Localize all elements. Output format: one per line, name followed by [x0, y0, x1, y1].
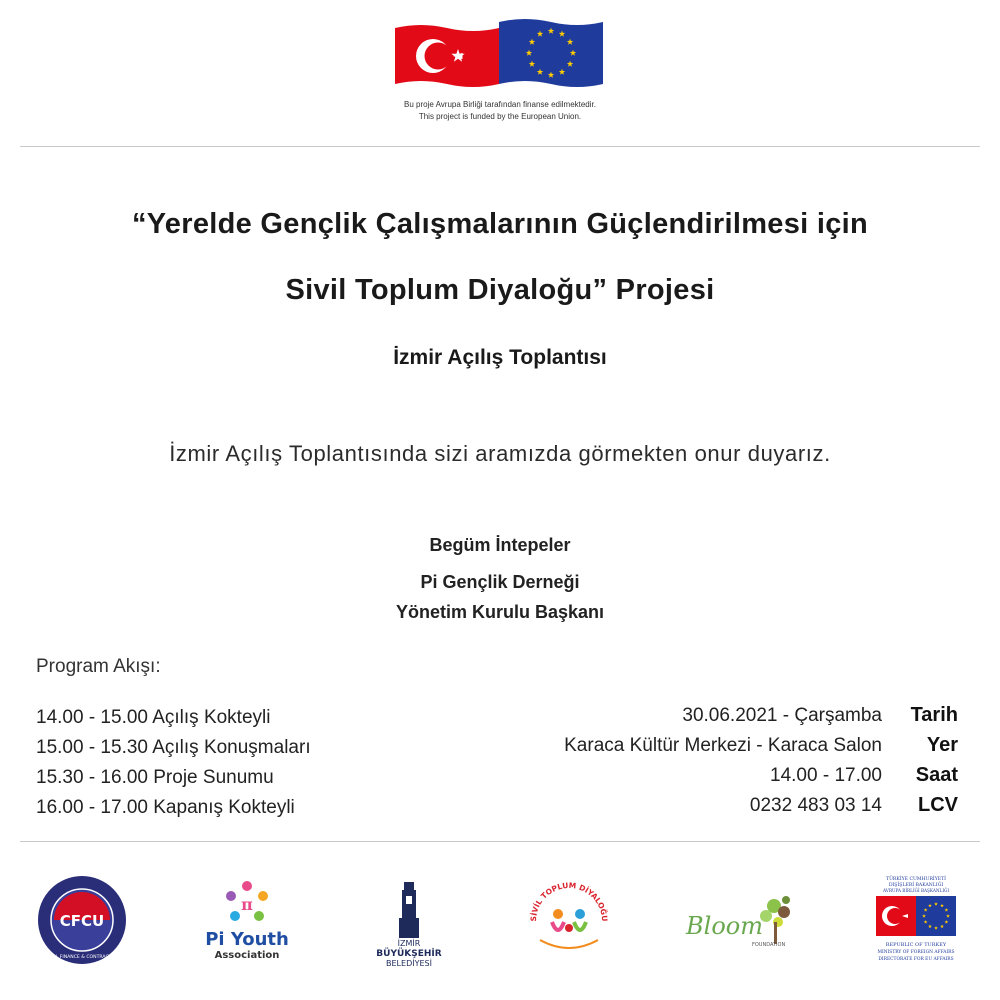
izmir-top: İZMİR: [397, 939, 421, 948]
rsvp-label: LCV: [918, 794, 958, 816]
izmir-mid: BÜYÜKŞEHİR: [376, 949, 442, 959]
cfcu-logo-icon: [36, 874, 128, 966]
invitation-text: İzmir Açılış Toplantısında sizi aramızda görmekten onur duyarız.: [169, 441, 831, 466]
program-item: 15.30 - 16.00 Proje Sunumu: [36, 767, 274, 788]
bloom-name: Bloom: [686, 912, 763, 940]
program-item: 15.00 - 15.30 Açılış Konuşmaları: [36, 737, 311, 758]
date-label: Tarih: [910, 704, 958, 726]
piyouth-logo-icon: [198, 876, 296, 966]
funded-note-tr: Bu proje Avrupa Birliği tarafından finanse edilmektedir.: [404, 100, 596, 109]
signatory-role: Yönetim Kurulu Başkanı: [395, 602, 605, 622]
bloom-foundation-logo-icon: [682, 888, 800, 958]
title-line-1: “Yerelde Gençlik Çalışmalarının Güçlendirilmesi için: [131, 208, 869, 240]
mfa-bot-1: REPUBLIC OF TURKEY: [885, 942, 947, 948]
date-value: 30.06.2021 - Çarşamba: [682, 705, 882, 726]
funded-note-en: This project is funded by the European Union.: [418, 112, 582, 121]
signatory-name: Begüm İntepeler: [429, 535, 571, 555]
turkey-flag-icon: [395, 22, 499, 88]
time-value: 14.00 - 17.00: [770, 765, 882, 786]
program-item: 14.00 - 15.00 Açılış Kokteyli: [36, 707, 271, 728]
top-divider: [20, 146, 980, 147]
svg-text:SİVİL TOPLUM DİYALOĞU: [529, 881, 609, 922]
mfa-bot-2: MINISTRY OF FOREIGN AFFAIRS: [877, 950, 955, 955]
program-heading: Program Akışı:: [36, 656, 161, 677]
piyouth-sub: Association: [214, 950, 280, 961]
bottom-divider: [20, 841, 980, 842]
cfcu-logo-text: CFCU: [59, 912, 105, 930]
signatory-org: Pi Gençlik Derneği: [420, 572, 580, 592]
event-subtitle: İzmir Açılış Toplantısı: [393, 346, 607, 369]
venue-value: Karaca Kültür Merkezi - Karaca Salon: [564, 735, 882, 756]
time-label: Saat: [915, 764, 958, 786]
venue-label: Yer: [926, 734, 958, 756]
program-item: 16.00 - 17.00 Kapanış Kokteyli: [36, 797, 295, 818]
bloom-sub: FOUNDATION: [752, 942, 786, 948]
piyouth-name: Pi Youth: [205, 929, 289, 950]
eu-flag-icon: [499, 18, 603, 88]
civil-society-dialogue-logo-icon: [526, 878, 612, 964]
mfa-top-3: AVRUPA BİRLİĞİ BAŞKANLIĞI: [882, 888, 950, 893]
izmir-municipality-logo-icon: [368, 876, 450, 968]
izmir-bot: BELEDİYESİ: [386, 959, 432, 968]
mfa-bot-3: DIRECTORATE FOR EU AFFAIRS: [878, 957, 954, 962]
header-flags: [395, 18, 605, 90]
diyalog-arc-text: SİVİL TOPLUM DİYALOĞU: [528, 880, 610, 922]
svg-text:π: π: [241, 895, 253, 914]
mfa-top-1: TÜRKİYE CUMHURİYETİ: [886, 877, 946, 882]
rsvp-value: 0232 483 03 14: [749, 795, 882, 816]
mfa-top-2: DIŞİŞLERİ BAKANLIĞI: [888, 883, 944, 888]
mfa-eu-affairs-logo-icon: [872, 874, 960, 970]
title-line-2: Sivil Toplum Diyaloğu” Projesi: [285, 274, 715, 306]
cfcu-ring-text: CENTRAL FINANCE & CONTRACTS UNIT: [37, 955, 127, 960]
